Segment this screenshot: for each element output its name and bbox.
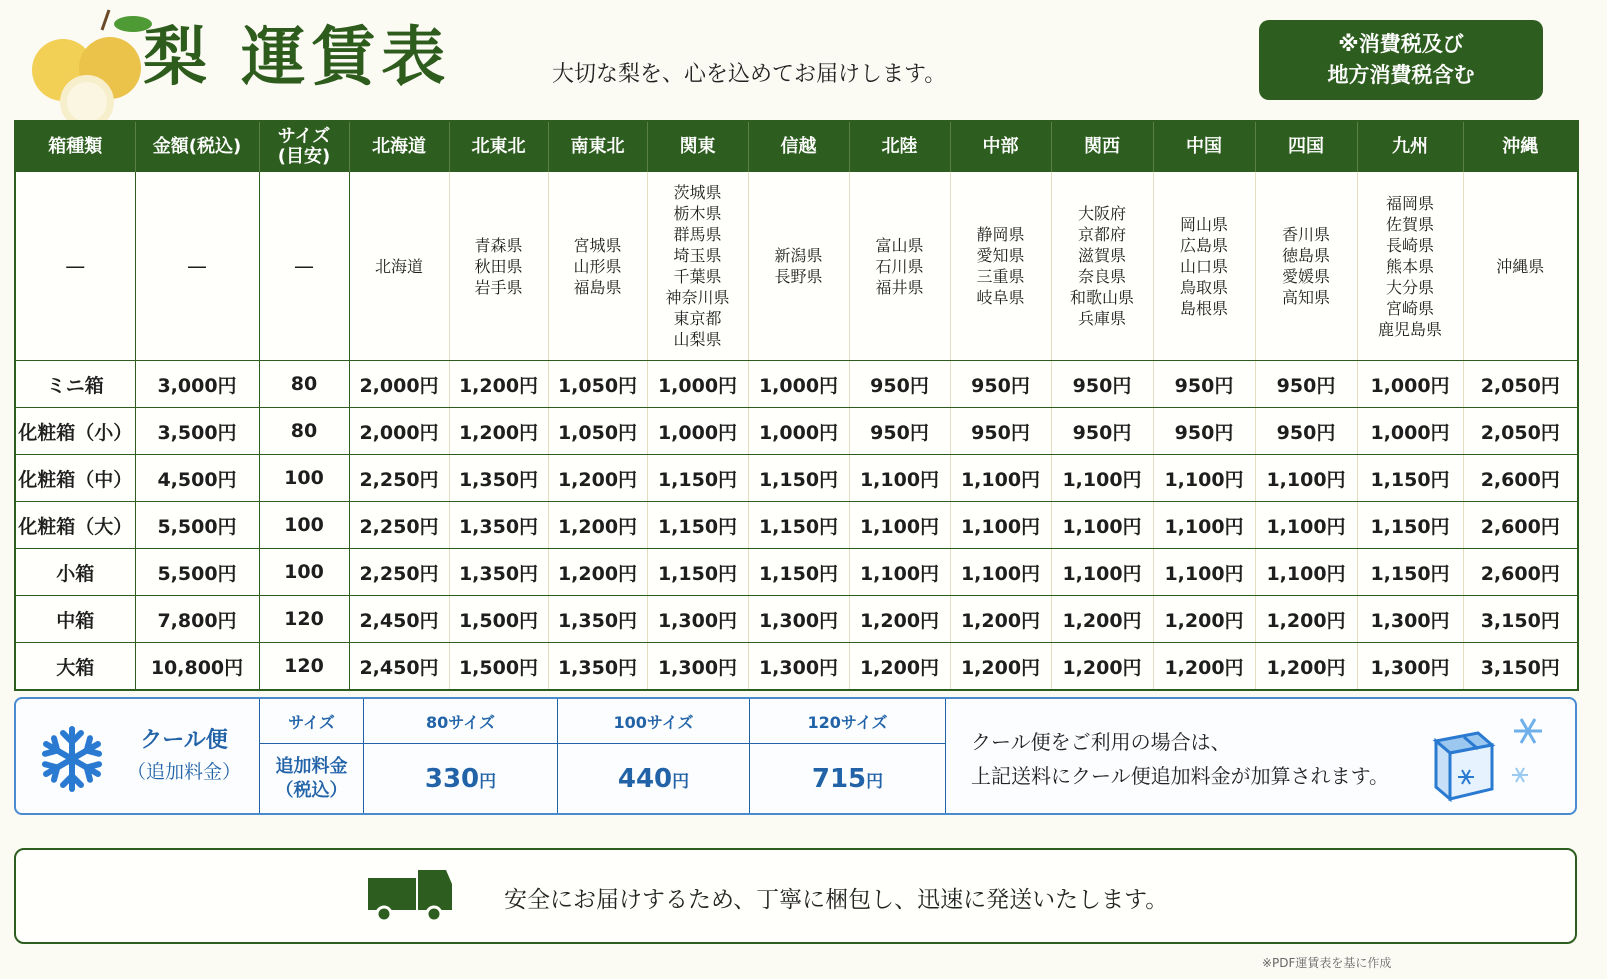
cool-size-120: 120サイズ <box>750 699 946 744</box>
rate-cell: 1,100円 <box>849 455 950 502</box>
size-header-line2: (目安) <box>277 146 331 167</box>
rate-cell: 1,500円 <box>449 596 548 643</box>
rate-cell: 1,000円 <box>748 361 849 408</box>
cool-note <box>971 725 1389 793</box>
truck-icon <box>368 870 452 922</box>
price-cell: — <box>135 172 259 361</box>
prefecture-name: 長野県 <box>774 267 823 286</box>
size-cell: — <box>259 172 349 361</box>
prefecture-name: 徳島県 <box>1281 246 1330 265</box>
rate-cell: 1,200円 <box>849 643 950 691</box>
rate-cell: 1,100円 <box>849 549 950 596</box>
rate-cell: 1,200円 <box>548 502 647 549</box>
rate-cell: 1,200円 <box>1255 596 1357 643</box>
rate-cell: 3,150円 <box>1463 643 1578 691</box>
col-header: 北東北 <box>449 121 548 172</box>
rate-cell: 1,500円 <box>449 643 548 691</box>
rate-cell: 1,300円 <box>647 643 748 691</box>
rate-cell: 2,450円 <box>349 643 449 691</box>
rate-cell: 1,350円 <box>548 643 647 691</box>
rate-cell: 1,100円 <box>950 455 1051 502</box>
cool-fee-unit: 円 <box>479 772 497 792</box>
rate-table <box>14 120 1579 691</box>
price-cell: 10,800円 <box>135 643 259 691</box>
prefecture-list <box>449 172 548 361</box>
prefecture-name: 山形県 <box>573 256 622 276</box>
rate-cell: 950円 <box>1051 361 1153 408</box>
col-header: 箱種類 <box>15 121 135 172</box>
prefecture-name: 奈良県 <box>1077 267 1126 286</box>
cool-fee-table <box>259 699 946 814</box>
prefecture-name: 北海道 <box>374 256 423 276</box>
prefecture-list <box>1463 172 1578 361</box>
table-row <box>15 408 1578 455</box>
rate-cell: 950円 <box>950 408 1051 455</box>
cool-subtitle: （追加料金） <box>126 761 241 783</box>
rate-cell: 1,350円 <box>449 455 548 502</box>
prefecture-name: 佐賀県 <box>1385 214 1434 234</box>
rate-cell: 950円 <box>849 408 950 455</box>
box-type-cell: 大箱 <box>15 643 135 691</box>
tax-note-line1: ※消費税及び <box>1338 32 1464 56</box>
rate-cell: 3,150円 <box>1463 596 1578 643</box>
cool-fee-100 <box>558 744 750 815</box>
prefecture-name: 栃木県 <box>673 204 722 223</box>
table-row <box>15 549 1578 596</box>
prefecture-name: 千葉県 <box>673 267 722 286</box>
rate-cell: 1,200円 <box>1051 596 1153 643</box>
col-header: 金額(税込) <box>135 121 259 172</box>
prefecture-name: 富山県 <box>875 235 924 255</box>
rate-cell: 2,050円 <box>1463 408 1578 455</box>
cool-title: クール便 <box>140 728 228 753</box>
prefecture-row <box>15 172 1578 361</box>
size-cell: 100 <box>259 455 349 502</box>
prefecture-list <box>548 172 647 361</box>
prefecture-name: 滋賀県 <box>1077 246 1126 265</box>
prefecture-name: 福井県 <box>875 277 924 297</box>
col-header: 中国 <box>1153 121 1255 172</box>
rate-cell: 1,300円 <box>1357 643 1463 691</box>
cool-box-icon <box>1428 713 1568 805</box>
rate-cell: 1,350円 <box>548 596 647 643</box>
rate-cell: 1,150円 <box>1357 455 1463 502</box>
prefecture-list <box>950 172 1051 361</box>
rate-cell: 1,100円 <box>1153 502 1255 549</box>
table-row <box>15 643 1578 691</box>
rate-cell: 1,300円 <box>748 643 849 691</box>
rate-cell: 1,150円 <box>1357 502 1463 549</box>
prefecture-name: 和歌山県 <box>1069 288 1134 307</box>
cool-fee-row <box>260 744 946 815</box>
table-row <box>15 502 1578 549</box>
prefecture-name: 沖縄県 <box>1496 256 1545 276</box>
snowflake-icon <box>38 725 106 793</box>
rate-cell: 1,150円 <box>748 502 849 549</box>
rate-cell: 950円 <box>849 361 950 408</box>
rate-cell: 1,150円 <box>748 455 849 502</box>
prefecture-name: 神奈川県 <box>665 288 730 307</box>
prefecture-name: 群馬県 <box>673 225 722 244</box>
rate-cell: 1,200円 <box>449 408 548 455</box>
rate-cell: 950円 <box>1255 361 1357 408</box>
cool-size-100: 100サイズ <box>558 699 750 744</box>
prefecture-list <box>748 172 849 361</box>
prefecture-name: 宮崎県 <box>1385 298 1434 318</box>
size-cell: 120 <box>259 643 349 691</box>
rate-cell: 1,000円 <box>647 408 748 455</box>
price-cell: 5,500円 <box>135 502 259 549</box>
prefecture-name: 山口県 <box>1179 256 1228 276</box>
box-type-cell: 中箱 <box>15 596 135 643</box>
rate-cell: 1,150円 <box>647 549 748 596</box>
rate-cell: 1,200円 <box>1153 643 1255 691</box>
prefecture-name: 静岡県 <box>976 225 1025 244</box>
rate-cell: 950円 <box>1153 361 1255 408</box>
prefecture-name: 宮城県 <box>573 235 622 255</box>
rate-cell: 1,100円 <box>1051 502 1153 549</box>
prefecture-list <box>1153 172 1255 361</box>
prefecture-name: 岩手県 <box>474 277 523 297</box>
box-type-cell: 化粧箱（中） <box>15 455 135 502</box>
prefecture-name: 長崎県 <box>1385 235 1434 255</box>
prefecture-name: 青森県 <box>474 235 523 255</box>
cool-fee-unit: 円 <box>672 772 690 792</box>
rate-cell: 1,100円 <box>1051 455 1153 502</box>
rate-cell: 2,600円 <box>1463 502 1578 549</box>
prefecture-name: 兵庫県 <box>1077 309 1126 328</box>
rate-cell: 1,150円 <box>647 502 748 549</box>
rate-cell: 1,000円 <box>1357 361 1463 408</box>
rate-cell: 1,100円 <box>1255 502 1357 549</box>
col-header: 南東北 <box>548 121 647 172</box>
box-type-cell: ミニ箱 <box>15 361 135 408</box>
rate-cell: 1,300円 <box>1357 596 1463 643</box>
rate-cell: 1,200円 <box>548 549 647 596</box>
col-header: 関東 <box>647 121 748 172</box>
prefecture-name: 新潟県 <box>774 246 823 265</box>
col-header: 中部 <box>950 121 1051 172</box>
rate-cell: 1,300円 <box>748 596 849 643</box>
prefecture-name: 茨城県 <box>673 183 722 202</box>
rate-cell: 1,200円 <box>1051 643 1153 691</box>
cool-fee-unit: 円 <box>866 772 884 792</box>
prefecture-name: 鳥取県 <box>1179 277 1228 297</box>
rate-cell: 1,100円 <box>1051 549 1153 596</box>
rate-cell: 1,150円 <box>1357 549 1463 596</box>
prefecture-name: 埼玉県 <box>673 246 722 265</box>
rate-cell: 1,100円 <box>1255 549 1357 596</box>
box-type-cell: — <box>15 172 135 361</box>
rate-cell: 1,100円 <box>1255 455 1357 502</box>
rate-cell: 1,050円 <box>548 361 647 408</box>
prefecture-list <box>849 172 950 361</box>
cool-delivery-panel <box>14 697 1577 815</box>
cool-size-80: 80サイズ <box>364 699 558 744</box>
rate-cell: 1,200円 <box>950 596 1051 643</box>
shipping-banner <box>14 848 1577 944</box>
prefecture-name: 福岡県 <box>1385 193 1434 213</box>
col-header: 北海道 <box>349 121 449 172</box>
size-cell: 80 <box>259 408 349 455</box>
col-header: 沖縄 <box>1463 121 1578 172</box>
rate-cell: 1,000円 <box>748 408 849 455</box>
size-cell: 100 <box>259 549 349 596</box>
rate-cell: 950円 <box>1051 408 1153 455</box>
price-cell: 4,500円 <box>135 455 259 502</box>
col-header: 信越 <box>748 121 849 172</box>
rate-cell: 1,350円 <box>449 502 548 549</box>
tax-included-badge <box>1259 20 1543 100</box>
price-cell: 7,800円 <box>135 596 259 643</box>
prefecture-name: 愛媛県 <box>1281 267 1330 286</box>
cool-fee-label-line2: （税込） <box>275 780 348 801</box>
rate-cell: 1,100円 <box>1153 455 1255 502</box>
rate-cell: 2,000円 <box>349 361 449 408</box>
table-row <box>15 596 1578 643</box>
cool-fee-80 <box>364 744 558 815</box>
cool-fee-label-line1: 追加料金 <box>275 756 348 777</box>
size-cell: 100 <box>259 502 349 549</box>
cool-fee-amount: 440 <box>617 764 673 794</box>
rate-cell: 1,200円 <box>449 361 548 408</box>
box-type-cell: 小箱 <box>15 549 135 596</box>
rate-cell: 1,200円 <box>849 596 950 643</box>
rate-cell: 2,250円 <box>349 455 449 502</box>
table-header-row <box>15 121 1578 172</box>
rate-cell: 1,300円 <box>647 596 748 643</box>
prefecture-list <box>1255 172 1357 361</box>
rate-cell: 2,250円 <box>349 549 449 596</box>
rate-cell: 1,050円 <box>548 408 647 455</box>
rate-cell: 1,100円 <box>849 502 950 549</box>
prefecture-list <box>647 172 748 361</box>
size-cell: 80 <box>259 361 349 408</box>
size-header-line1: サイズ <box>277 126 331 147</box>
prefecture-name: 大阪府 <box>1077 204 1126 223</box>
prefecture-name: 香川県 <box>1281 225 1330 244</box>
prefecture-name: 岡山県 <box>1179 214 1228 234</box>
rate-cell: 1,100円 <box>950 502 1051 549</box>
rate-cell: 950円 <box>1255 408 1357 455</box>
tagline: 大切な梨を、心を込めてお届けします。 <box>552 62 947 87</box>
tax-note-line2: 地方消費税含む <box>1327 63 1475 87</box>
cool-size-row <box>260 699 946 744</box>
rate-cell: 1,000円 <box>647 361 748 408</box>
price-cell: 3,500円 <box>135 408 259 455</box>
rate-cell: 2,600円 <box>1463 549 1578 596</box>
cool-fee-amount: 330 <box>424 764 480 794</box>
col-header: 北陸 <box>849 121 950 172</box>
table-row <box>15 361 1578 408</box>
rate-cell: 1,350円 <box>449 549 548 596</box>
rate-cell: 950円 <box>1153 408 1255 455</box>
box-type-cell: 化粧箱（小） <box>15 408 135 455</box>
rate-cell: 1,100円 <box>950 549 1051 596</box>
cool-fee-label <box>260 744 364 815</box>
rate-cell: 1,150円 <box>748 549 849 596</box>
rate-cell: 1,200円 <box>548 455 647 502</box>
rate-cell: 2,450円 <box>349 596 449 643</box>
col-header: 九州 <box>1357 121 1463 172</box>
cool-fee-120 <box>750 744 946 815</box>
prefecture-name: 愛知県 <box>976 246 1025 265</box>
rate-cell: 1,000円 <box>1357 408 1463 455</box>
source-footnote: ※PDF運賃表を基に作成 <box>1262 956 1392 970</box>
shipping-message: 安全にお届けするため、丁寧に梱包し、迅速に発送いたします。 <box>504 887 1169 913</box>
size-cell: 120 <box>259 596 349 643</box>
col-header: 四国 <box>1255 121 1357 172</box>
rate-cell: 1,100円 <box>1153 549 1255 596</box>
prefecture-name: 鹿児島県 <box>1377 319 1442 339</box>
price-cell: 5,500円 <box>135 549 259 596</box>
prefecture-name: 大分県 <box>1385 277 1434 297</box>
prefecture-name: 島根県 <box>1179 298 1228 318</box>
rate-cell: 950円 <box>950 361 1051 408</box>
rate-cell: 2,250円 <box>349 502 449 549</box>
rate-cell: 1,200円 <box>1153 596 1255 643</box>
prefecture-name: 岐阜県 <box>976 288 1025 307</box>
prefecture-name: 熊本県 <box>1385 256 1434 276</box>
prefecture-name: 東京都 <box>673 309 722 328</box>
col-header: 関西 <box>1051 121 1153 172</box>
page-title: 梨 運賃表 <box>143 21 452 95</box>
box-type-cell: 化粧箱（大） <box>15 502 135 549</box>
rate-cell: 2,600円 <box>1463 455 1578 502</box>
cool-fee-amount: 715 <box>811 764 867 794</box>
prefecture-name: 石川県 <box>875 256 924 276</box>
prefecture-name: 福島県 <box>573 277 622 297</box>
rate-cell: 1,200円 <box>1255 643 1357 691</box>
col-header-size <box>259 121 349 172</box>
prefecture-name: 三重県 <box>976 267 1025 286</box>
cool-note-line1: クール便をご利用の場合は、 <box>971 730 1231 754</box>
rate-cell: 2,000円 <box>349 408 449 455</box>
pear-logo-icon <box>30 8 155 120</box>
prefecture-name: 京都府 <box>1077 225 1126 244</box>
table-row <box>15 455 1578 502</box>
prefecture-name: 広島県 <box>1179 235 1228 255</box>
prefecture-list <box>1051 172 1153 361</box>
prefecture-list <box>1357 172 1463 361</box>
prefecture-list <box>349 172 449 361</box>
rate-cell: 2,050円 <box>1463 361 1578 408</box>
price-cell: 3,000円 <box>135 361 259 408</box>
cool-note-line2: 上記送料にクール便追加料金が加算されます。 <box>971 764 1389 788</box>
rate-cell: 1,150円 <box>647 455 748 502</box>
prefecture-name: 高知県 <box>1281 288 1330 307</box>
prefecture-name: 山梨県 <box>673 330 722 349</box>
prefecture-name: 秋田県 <box>474 256 523 276</box>
rate-cell: 1,200円 <box>950 643 1051 691</box>
cool-size-label: サイズ <box>260 699 364 744</box>
